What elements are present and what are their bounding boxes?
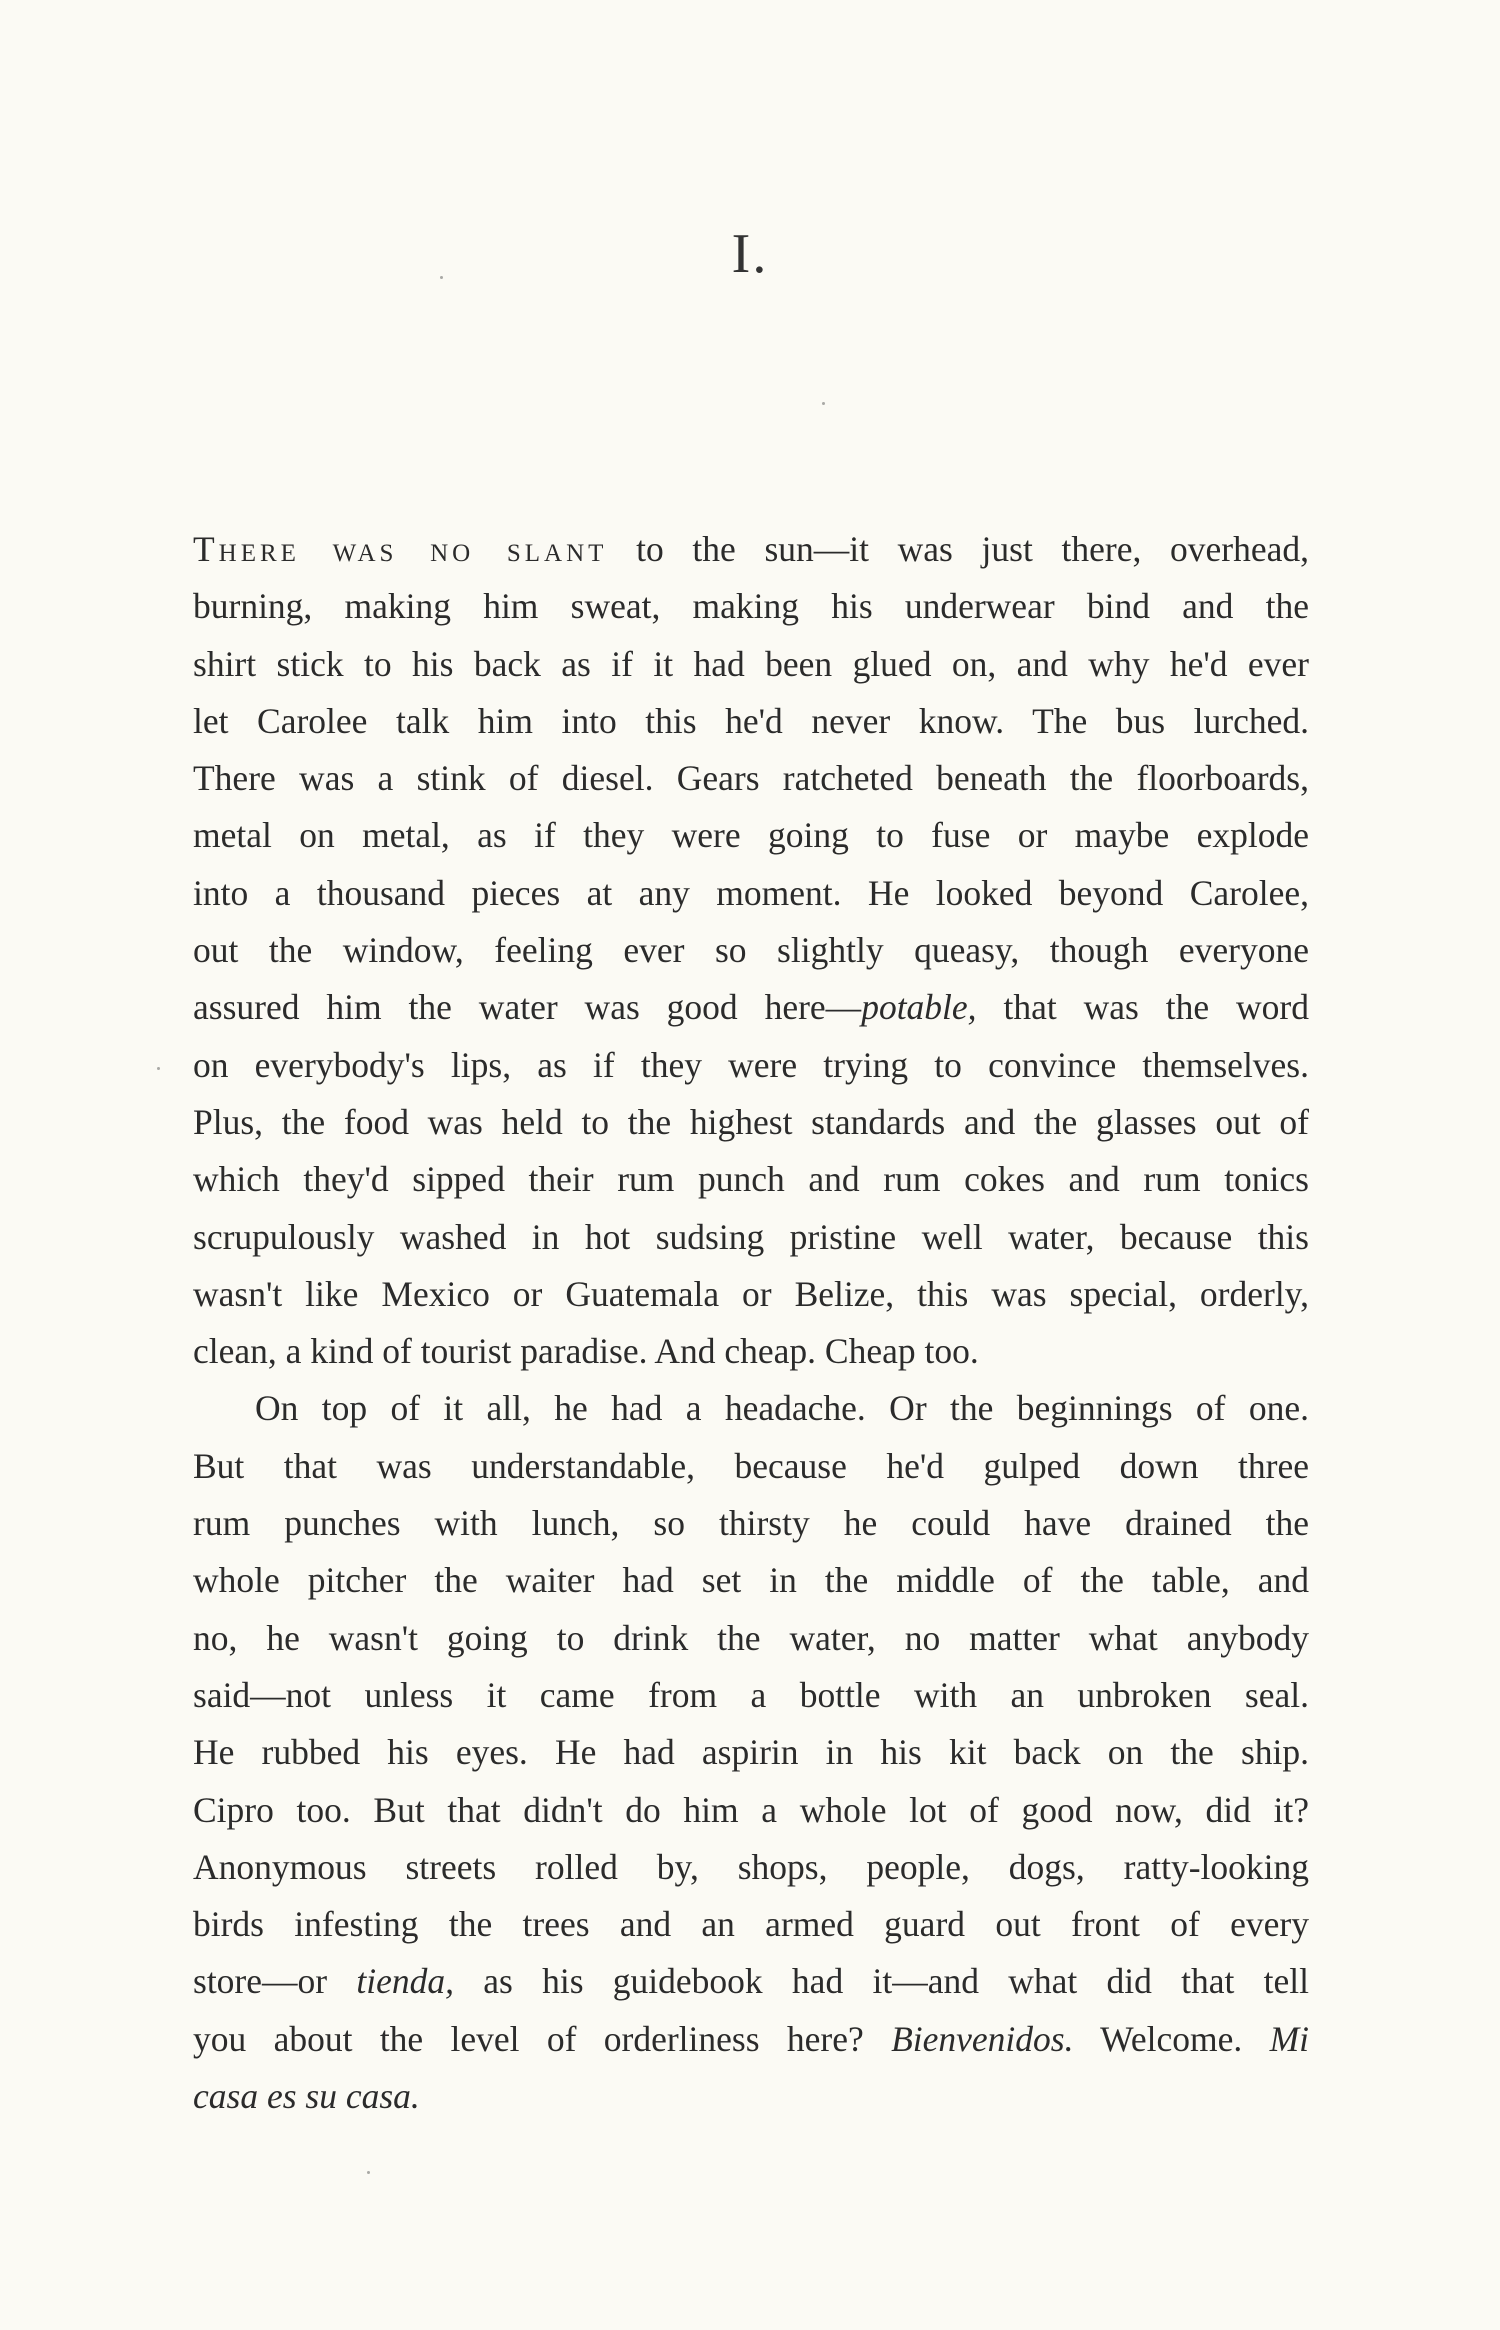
italic-word: tienda, [356, 1961, 454, 2002]
text-line [193, 979, 1309, 1036]
text-line [193, 1953, 1309, 2010]
text-line: shirt stick to his back as if it had been glued on, and why he'd ever [193, 643, 1309, 684]
text-line: Anonymous streets rolled by, shops, people, dogs, ratty-looking [193, 1846, 1309, 1887]
paragraph-1 [193, 521, 1309, 1380]
text-line: metal on metal, as if they were going to fuse or maybe explode [193, 815, 1309, 856]
text-line: Plus, the food was held to the highest standards and the glasses out of [193, 1101, 1309, 1142]
italic-phrase: casa es su casa. [193, 2076, 420, 2117]
lead-in-small-caps: There was no slant [193, 529, 608, 569]
text-line: out the window, feeling ever so slightly queasy, though everyone [193, 930, 1309, 971]
chapter-body [193, 521, 1309, 2125]
text-line: birds infesting the trees and an armed guard out front of every [193, 1904, 1309, 1945]
text-line: on everybody's lips, as if they were trying to convince themselves. [193, 1044, 1309, 1085]
text-line: On top of it all, he had a headache. Or the beginnings of one. [255, 1388, 1309, 1429]
text-line: into a thousand pieces at any moment. He looked beyond Carolee, [193, 872, 1309, 913]
text-line: said—not unless it came from a bottle with an unbroken seal. [193, 1674, 1309, 1715]
italic-word: Bienvenidos. [891, 2018, 1074, 2059]
paper-speck [157, 1067, 160, 1070]
text-segment: to the sun—it was just there, overhead, [607, 529, 1309, 569]
paper-speck [367, 2171, 370, 2174]
text-line: But that was understandable, because he'd gulped down three [193, 1445, 1309, 1486]
text-line: rum punches with lunch, so thirsty he could have drained the [193, 1503, 1309, 1544]
text-line: He rubbed his eyes. He had aspirin in his kit back on the ship. [193, 1732, 1309, 1773]
italic-word: Mi [1269, 2018, 1309, 2059]
paragraph-2 [193, 1380, 1309, 2125]
text-line: which they'd sipped their rum punch and rum cokes and rum tonics [193, 1159, 1309, 1200]
text-line [193, 2011, 1309, 2068]
chapter-heading: I. [731, 223, 769, 285]
text-line: wasn't like Mexico or Guatemala or Belize, this was special, orderly, [193, 1273, 1309, 1314]
text-segment: as his guidebook had it—and what did that tell [453, 1961, 1309, 2002]
text-segment: that was the word [976, 987, 1309, 1028]
text-line: let Carolee talk him into this he'd never know. The bus lurched. [193, 700, 1309, 741]
text-segment: assured him the water was good here— [193, 987, 862, 1028]
text-line: no, he wasn't going to drink the water, no matter what anybody [193, 1617, 1309, 1658]
text-line: There was a stink of diesel. Gears ratcheted beneath the floorboards, [193, 758, 1309, 799]
text-line [193, 521, 1309, 578]
text-line: whole pitcher the waiter had set in the middle of the table, and [193, 1560, 1309, 1601]
italic-word: potable, [861, 987, 977, 1028]
text-line: scrupulously washed in hot sudsing pristine well water, because this [193, 1216, 1309, 1257]
text-segment: you about the level of orderliness here? [193, 2018, 892, 2059]
text-segment: Welcome. [1073, 2018, 1270, 2059]
text-line: clean, a kind of tourist paradise. And cheap. Cheap too. [193, 1331, 979, 1372]
text-line: Cipro too. But that didn't do him a whole lot of good now, did it? [193, 1789, 1309, 1830]
text-line [193, 2068, 1309, 2125]
text-segment: store—or [193, 1961, 357, 2002]
text-line: burning, making him sweat, making his underwear bind and the [193, 586, 1309, 627]
paper-speck [822, 402, 825, 405]
